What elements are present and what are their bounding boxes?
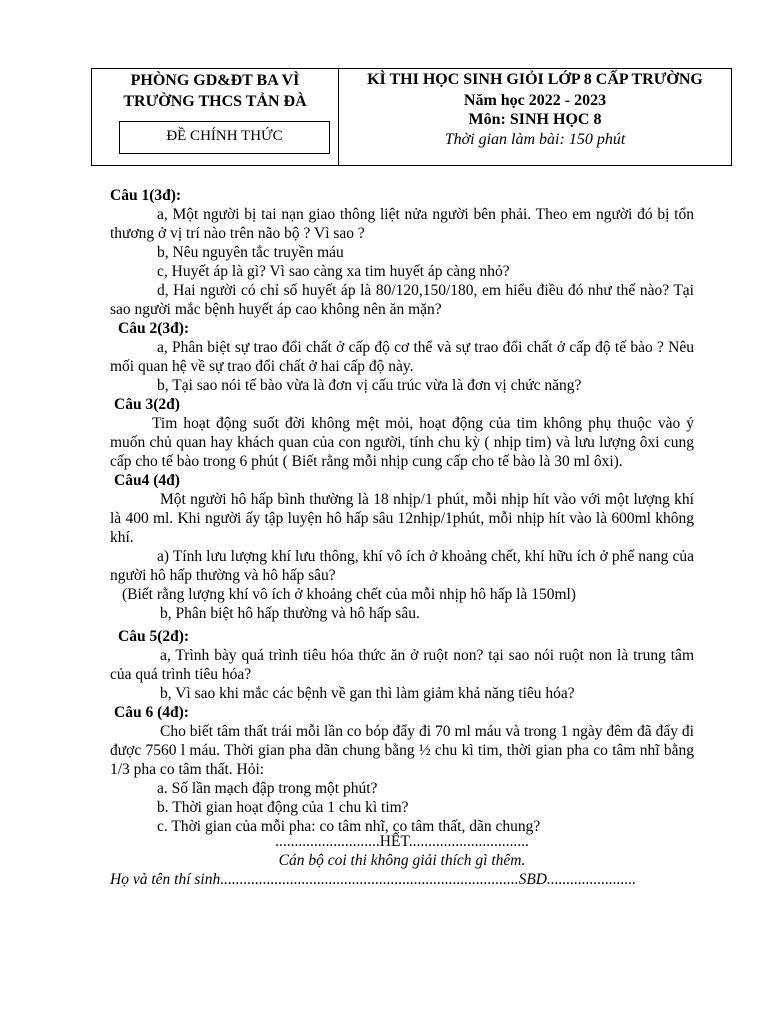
question-1-part-b: b, Nêu nguyên tắc truyền máu [157, 244, 344, 261]
proctor-note: Cán bộ coi thi không giải thích gì thêm. [278, 852, 526, 869]
time-limit: Thời gian làm bài: 150 phút [444, 131, 626, 148]
question-6-part-b: b. Thời gian hoạt động của 1 chu kì tim? [157, 799, 409, 816]
question-5-title: Câu 5(2đ): [118, 628, 190, 645]
question-3-text: Tim hoạt động suốt đời không mệt mỏi, hoạt động của tim không phụ thuộc vào ý muốn chủ quan hay khách quan của con người, tính chu kỳ ( nhịp tim) và lưu lượng ôxi cung cấp cho tế bào trong 6 phút ( Biết rằng mỗi nhịp cung cấp cho tế bào là 30 ml ôxi). [110, 415, 694, 470]
exam-header [91, 68, 732, 166]
question-4-part-b: b, Phân biệt hô hấp thường và hô hấp sâu. [160, 605, 420, 622]
exam-questions [110, 186, 694, 836]
header-right-cell [339, 69, 731, 165]
question-4-note: (Biết rằng lượng khí vô ích ở khoảng chết của mỗi nhịp hô hấp là 150ml) [122, 586, 576, 603]
question-1-part-c: c, Huyết áp là gì? Vì sao càng xa tim huyết áp càng nhỏ? [157, 263, 510, 280]
question-6-title: Câu 6 (4đ): [114, 704, 189, 721]
school-year: Năm học 2022 - 2023 [463, 92, 607, 109]
school-name: TRƯỜNG THCS TẢN ĐÀ [123, 93, 307, 110]
question-2-part-a: a, Phân biệt sự trao đổi chất ở cấp độ cơ thể và sự trao đổi chất ở cấp độ tế bào ? Nêu mối quan hệ về sự trao đổi chất ở hai cấp độ này. [110, 339, 694, 375]
question-3-title: Câu 3(2đ) [114, 396, 180, 413]
exam-title: KÌ THI HỌC SINH GIỎI LỚP 8 CẤP TRƯỜNG [367, 71, 703, 88]
question-5-part-a: a, Trình bày quá trình tiêu hóa thức ăn ở ruột non? tại sao nói ruột non là trung tâm của quá trình tiêu hóa? [110, 647, 694, 683]
question-2-title: Câu 2(3đ): [118, 320, 190, 337]
subject: Môn: SINH HỌC 8 [468, 111, 602, 128]
official-exam-box: ĐỀ CHÍNH THỨC [119, 121, 330, 154]
question-5-part-b: b, Vì sao khi mắc các bệnh về gan thì làm giảm khả năng tiêu hóa? [160, 685, 575, 702]
question-2-part-b: b, Tại sao nói tế bào vừa là đơn vị cấu trúc vừa là đơn vị chức năng? [157, 377, 582, 394]
question-4-text: Một người hô hấp bình thường là 18 nhịp/1 phút, mỗi nhịp hít vào với một lượng khí là 400 ml. Khi người ấy tập luyện hô hấp sâu 12nhịp/1phút, mỗi nhịp hít vào là 600ml không khí. [110, 491, 694, 546]
question-4-title: Câu4 (4đ) [114, 472, 180, 489]
question-6-part-c: c. Thời gian của mỗi pha: co tâm nhĩ, co tâm thất, dãn chung? [157, 818, 541, 835]
end-marker: ...........................HẾT............................... [275, 833, 529, 850]
question-4-part-a: a) Tính lưu lượng khí lưu thông, khí vô ích ở khoảng chết, khí hữu ích ở phế nang của người hô hấp thường và hô hấp sâu? [110, 548, 694, 584]
header-left-cell [92, 69, 339, 165]
question-1-title: Câu 1(3đ): [110, 187, 182, 204]
candidate-line: Họ và tên thí sinh.............................................................................SBD....................... [110, 871, 637, 888]
question-6-text: Cho biết tâm thất trái mỗi lần co bóp đẩy đi 70 ml máu và trong 1 ngày đêm đã đẩy đi được 7560 l máu. Thời gian pha dãn chung bằng ½ chu kì tim, thời gian pha co tâm nhĩ bằng 1/3 pha co tâm thất. Hỏi: [110, 723, 694, 778]
question-1-part-a: a, Một người bị tai nạn giao thông liệt nửa người bên phải. Theo em người đó bị tổn thương ở vị trí nào trên não bộ ? Vì sao ? [110, 206, 694, 242]
question-6-part-a: a. Số lần mạch đập trong một phút? [157, 780, 378, 797]
question-1-part-d: d, Hai người có chỉ số huyết áp là 80/120,150/180, em hiểu điều đó như thế nào? Tại sao người mắc bệnh huyết áp cao không nên ăn mặn? [110, 282, 694, 318]
exam-footer [110, 832, 694, 889]
department-name: PHÒNG GD&ĐT BA VÌ [130, 72, 300, 89]
